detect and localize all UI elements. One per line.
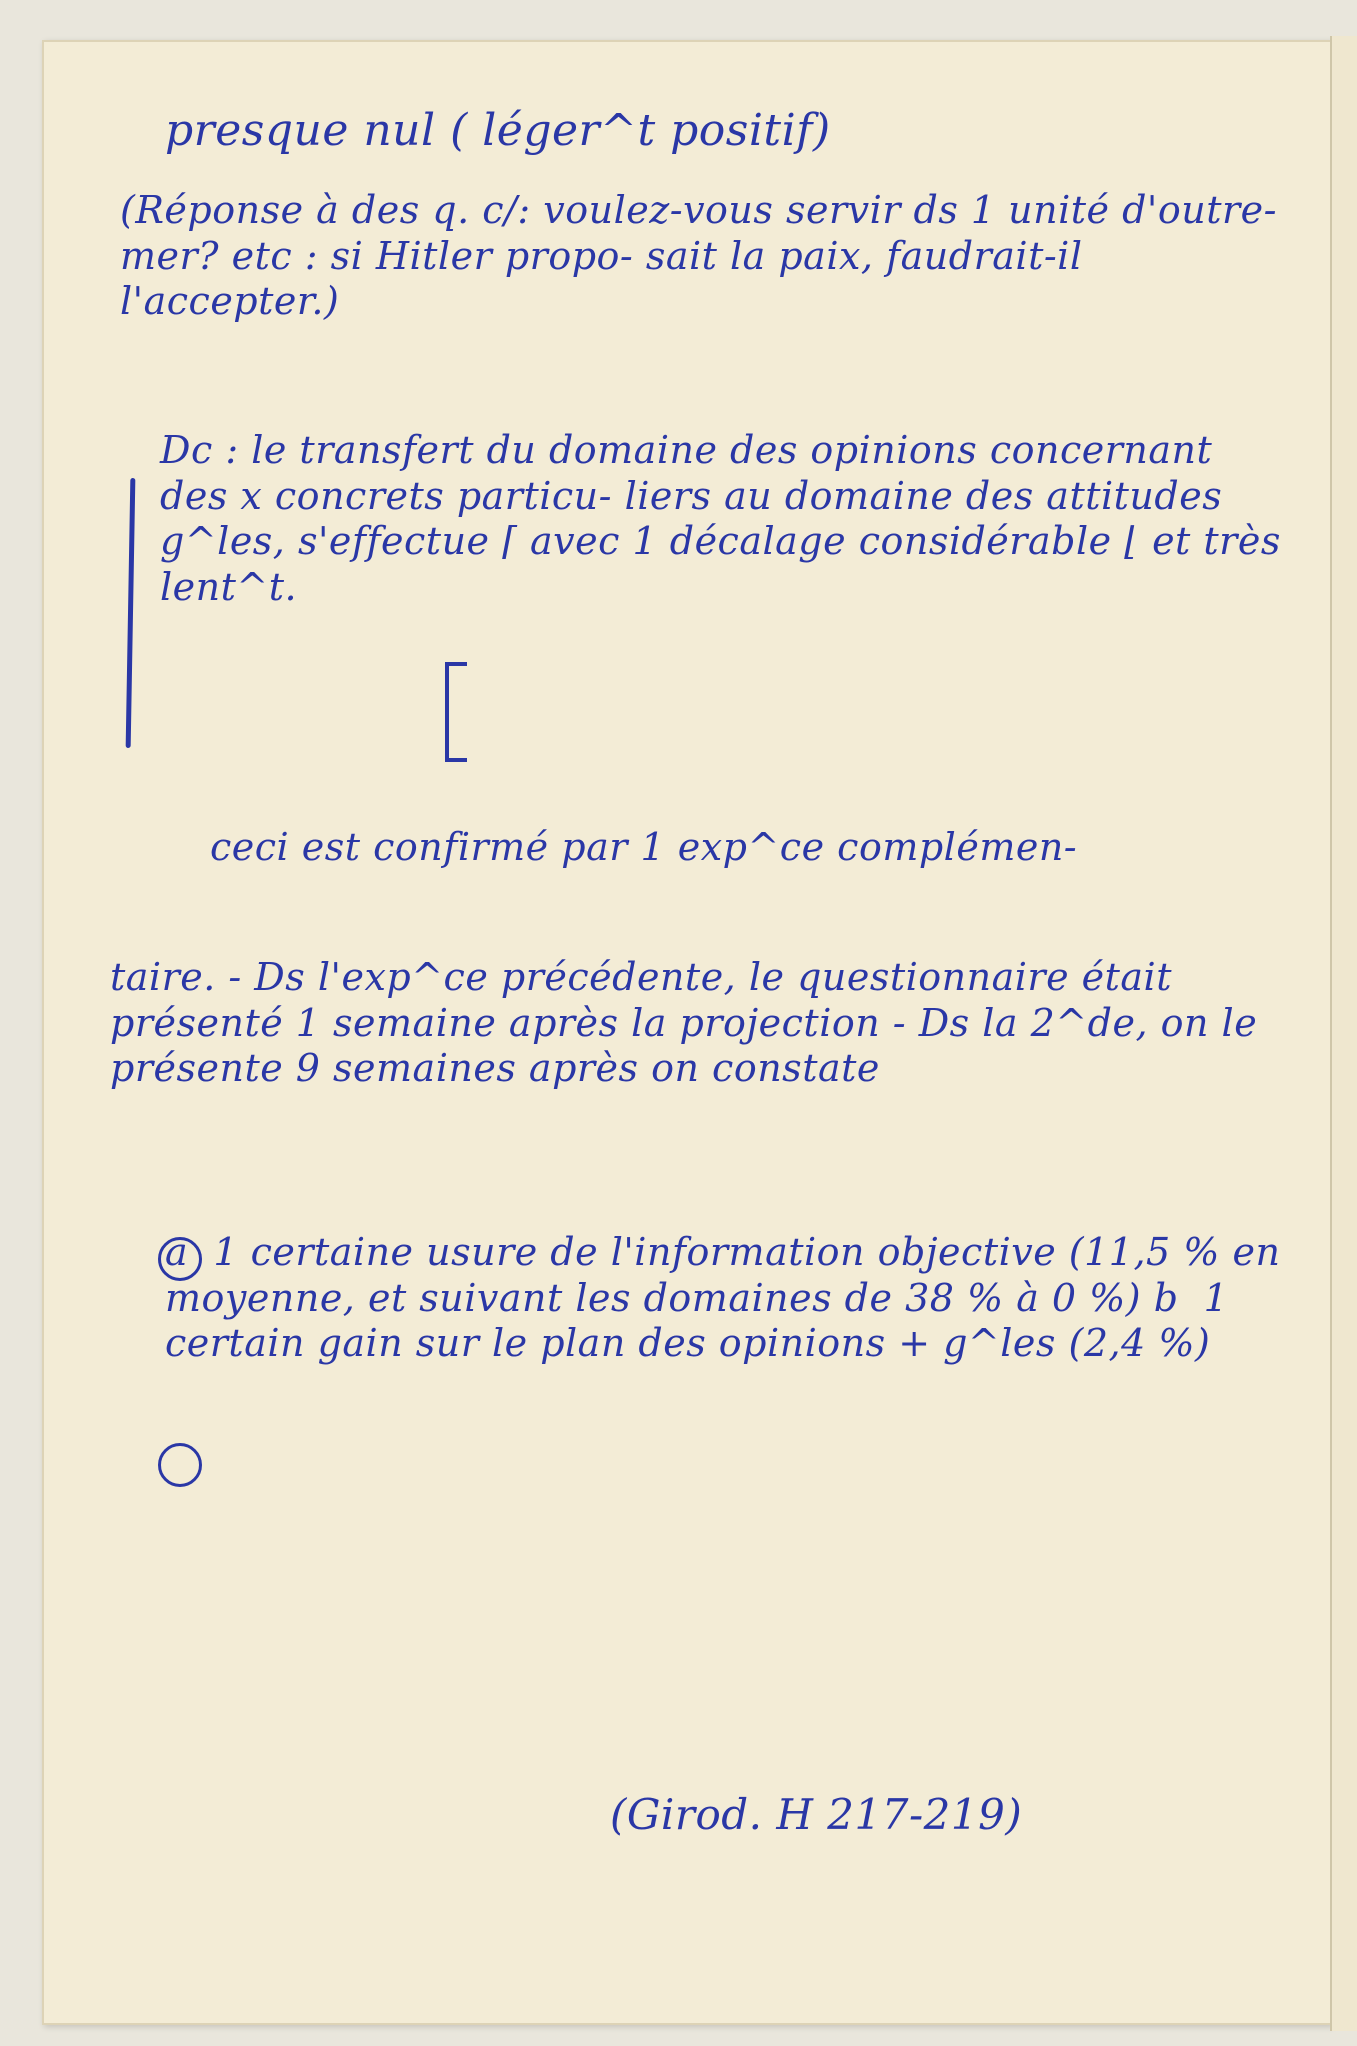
handwritten-paragraph-transfer: Dc : le transfert du domaine des opinions concernant des x concrets particu- liers au domaine des attitudes g^les, s'effectue ⌈ avec 1 décalage considérable ⌊ et très lent^t. [160,428,1294,609]
handwritten-line-confirmation: ceci est confirmé par 1 exp^ce complémen- [210,825,1078,869]
bracket-mark [445,662,467,762]
handwritten-paragraph-experiments: taire. - Ds l'exp^ce précédente, le questionnaire était présenté 1 semaine après la projection - Ds la 2^de, on le présente 9 semaines après on constate [110,955,1270,1091]
adjacent-page-edge [1330,36,1357,2031]
handwritten-line-1: presque nul ( léger^t positif) [165,105,831,156]
handwritten-citation: (Girod. H 217-219) [610,1790,1023,1839]
circled-b-mark [158,1443,202,1487]
handwritten-paragraph-response: (Réponse à des q. c/: voulez-vous servir ds 1 unité d'outre-mer? etc : si Hitler propo- sait la paix, faudrait-il l'accepter.) [120,188,1277,324]
handwritten-list-findings: a 1 certaine usure de l'information objective (11,5 % en moyenne, et suivant les domaines de 38 % à 0 %) b 1 certain gain sur le plan des opinions + g^les (2,4 %) [165,1230,1294,1366]
